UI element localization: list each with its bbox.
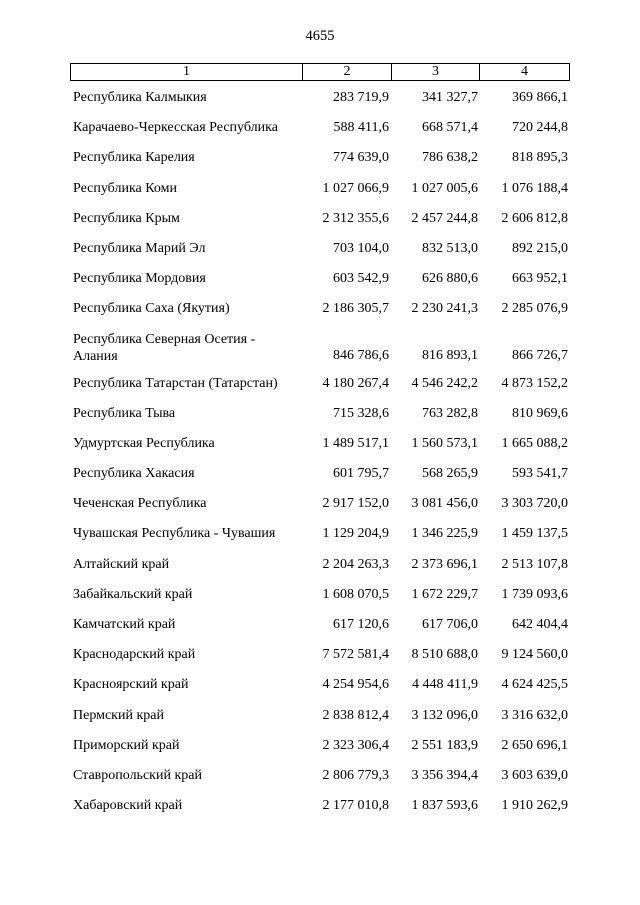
region-name: Республика Коми [73,180,177,196]
value-column-4: 3 316 632,0 [501,707,568,723]
value-column-4: 892 215,0 [512,240,568,256]
value-column-2: 7 572 581,4 [322,647,389,663]
value-column-3: 617 706,0 [422,617,478,632]
table-row [70,88,570,118]
region-name: Камчатский край [73,617,176,632]
region-name: Чеченская Республика [73,496,207,512]
value-column-4: 642 404,4 [512,617,568,632]
table-row [70,585,570,615]
value-column-4: 4 873 152,2 [501,375,568,391]
region-name: Республика Мордовия [73,271,206,287]
value-column-3: 3 356 394,4 [411,767,478,783]
value-column-2: 4 254 954,6 [322,677,389,693]
value-column-3: 2 373 696,1 [411,556,478,572]
table-row [70,675,570,705]
region-name: Красноярский край [73,677,189,693]
value-column-2: 601 795,7 [333,466,389,482]
table-row [70,299,570,329]
region-name: Республика Карелия [73,150,195,166]
value-column-4: 2 285 076,9 [501,301,568,317]
page-number: 4655 [305,28,335,44]
region-name: Алтайский край [73,556,170,572]
value-column-3: 1 346 225,9 [411,526,478,542]
value-column-2: 715 328,6 [333,405,389,421]
value-column-2: 4 180 267,4 [322,375,389,391]
region-name: Чувашская Республика - Чувашия [73,526,276,542]
value-column-3: 568 265,9 [422,466,478,482]
value-column-3: 668 571,4 [422,120,478,136]
value-column-4: 593 541,7 [512,466,568,482]
table-row [70,706,570,736]
table-row [70,179,570,209]
value-column-3: 3 081 456,0 [411,496,478,512]
value-column-2: 1 489 517,1 [322,435,389,451]
value-column-2: 588 411,6 [333,120,389,136]
region-name: Забайкальский край [73,586,193,602]
value-column-2: 283 719,9 [333,90,389,105]
table-row [70,209,570,239]
column-header-1: 1 [71,64,303,80]
value-column-3: 626 880,6 [422,271,478,287]
table-row [70,330,570,374]
value-column-3: 341 327,7 [422,90,478,105]
value-column-2: 774 639,0 [333,150,389,166]
value-column-3: 4 448 411,9 [412,677,478,693]
column-header-3: 3 [392,64,480,80]
value-column-2: 2 806 779,3 [322,767,389,783]
region-name: Республика Хакасия [73,466,195,482]
value-column-4: 866 726,7 [512,347,568,363]
value-column-3: 1 027 005,6 [411,180,478,196]
table-row [70,736,570,766]
region-name: Краснодарский край [73,647,196,663]
table-header-row [70,63,570,81]
value-column-2: 2 312 355,6 [322,210,389,226]
region-name: Ставропольский край [73,767,202,783]
region-name: Республика Крым [73,210,180,226]
value-column-4: 1 665 088,2 [501,435,568,451]
column-header-2: 2 [303,64,392,80]
value-column-2: 603 542,9 [333,271,389,287]
value-column-2: 2 838 812,4 [322,707,389,723]
value-column-4: 369 866,1 [512,90,568,105]
value-column-3: 2 551 183,9 [411,737,478,753]
region-name: Республика Татарстан (Татарстан) [73,375,278,391]
value-column-4: 4 624 425,5 [501,677,568,693]
table-body [70,88,570,826]
value-column-4: 2 650 696,1 [501,737,568,753]
value-column-3: 763 282,8 [422,405,478,421]
value-column-4: 1 076 188,4 [501,180,568,196]
value-column-3: 3 132 096,0 [411,707,478,723]
table-row [70,464,570,494]
value-column-4: 3 303 720,0 [501,496,568,512]
value-column-3: 1 837 593,6 [411,798,478,814]
region-name: Приморский край [73,737,180,753]
value-column-4: 3 603 639,0 [501,767,568,783]
value-column-3: 4 546 242,2 [411,375,478,391]
table-row [70,524,570,554]
value-column-2: 846 786,6 [333,347,389,363]
value-column-2: 2 204 263,3 [322,556,389,572]
region-name: Республика Саха (Якутия) [73,301,230,317]
value-column-3: 8 510 688,0 [411,647,478,663]
value-column-4: 2 513 107,8 [501,556,568,572]
value-column-2: 2 323 306,4 [322,737,389,753]
value-column-4: 720 244,8 [512,120,568,136]
value-column-3: 2 230 241,3 [411,301,478,317]
value-column-3: 1 672 229,7 [411,586,478,602]
value-column-2: 1 027 066,9 [322,180,389,196]
table-row [70,118,570,148]
region-name: Республика Калмыкия [73,90,207,105]
table-row [70,615,570,645]
table-row [70,434,570,464]
value-column-4: 9 124 560,0 [501,647,568,663]
table-row [70,374,570,404]
region-name: Хабаровский край [73,798,183,814]
value-column-3: 816 893,1 [422,347,478,363]
table-row [70,766,570,796]
value-column-4: 1 910 262,9 [501,798,568,814]
table-row [70,555,570,585]
value-column-4: 1 459 137,5 [501,526,568,542]
value-column-2: 703 104,0 [333,240,389,256]
value-column-2: 1 608 070,5 [322,586,389,602]
column-header-4: 4 [521,64,528,79]
value-column-4: 810 969,6 [512,405,568,421]
table-row [70,494,570,524]
region-name: Карачаево-Черкесская Республика [73,120,278,136]
value-column-4: 1 739 093,6 [501,586,568,602]
region-name: Республика Северная Осетия - Алания [73,331,256,364]
table-row [70,148,570,178]
value-column-2: 1 129 204,9 [322,526,389,542]
table-row [70,404,570,434]
region-name: Удмуртская Республика [73,435,215,451]
table-row [70,796,570,826]
table-row [70,239,570,269]
value-column-3: 1 560 573,1 [411,435,478,451]
table-row [70,269,570,299]
value-column-2: 617 120,6 [333,617,389,632]
value-column-4: 2 606 812,8 [501,210,568,226]
value-column-3: 2 457 244,8 [411,210,478,226]
region-name: Пермский край [73,707,164,723]
table-row [70,645,570,675]
region-name: Республика Марий Эл [73,240,206,256]
value-column-3: 786 638,2 [422,150,478,166]
value-column-2: 2 177 010,8 [322,798,389,814]
value-column-2: 2 917 152,0 [322,496,389,512]
value-column-3: 832 513,0 [422,240,478,256]
value-column-4: 663 952,1 [512,271,568,287]
region-name: Республика Тыва [73,405,176,421]
value-column-4: 818 895,3 [512,150,568,166]
value-column-2: 2 186 305,7 [322,301,389,317]
